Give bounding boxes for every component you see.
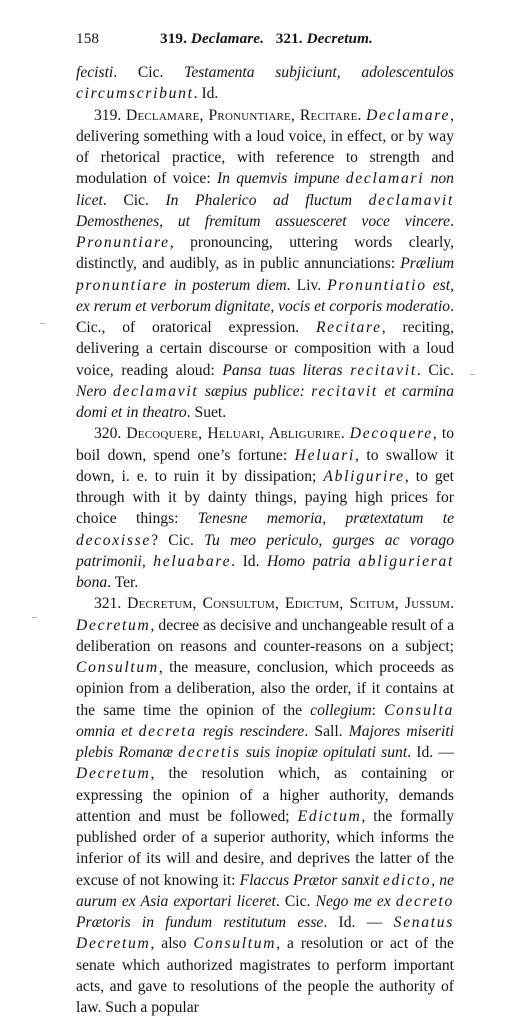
entry-319-declamare	[76, 105, 454, 424]
latin-text: bona	[76, 574, 108, 591]
text-run: , the measure, conclusion, which proceeds as opinion from a deliberation, also the order, if it contains at the same time the opinion of the	[76, 659, 454, 719]
latin-text: et carmina domi et in theatro	[76, 382, 454, 421]
text-run: .	[340, 425, 350, 443]
latin-text: Decretum	[76, 765, 151, 783]
entry-321-decretum	[76, 593, 454, 1018]
latin-text: pronuntiare	[76, 276, 169, 294]
latin-text: Pronuntiatio	[327, 276, 427, 294]
text-run: . Id. —	[407, 744, 454, 761]
margin-mark	[32, 617, 37, 618]
text-run: . Cic., of oratorical expression.	[76, 297, 454, 336]
running-title-word-1: Declamare.	[190, 30, 265, 47]
text-run: . Id.	[193, 85, 219, 103]
text-run: , to swallow it down, i. e. to ruin it by dissipation;	[76, 446, 454, 485]
text-run: . Cic.	[275, 892, 316, 910]
text-run: . Ter.	[107, 574, 139, 591]
page-body	[76, 62, 454, 1018]
latin-text: decreto	[395, 892, 455, 910]
latin-text: circumscribunt	[76, 85, 194, 103]
latin-text: Consulta	[384, 701, 454, 719]
latin-text: Edictum	[297, 807, 362, 825]
latin-text: recitavit	[311, 382, 378, 400]
section-heading: Decoquere, Heluari, Abligurire	[126, 425, 341, 443]
latin-text: Prælium	[400, 255, 454, 273]
latin-text: In quemvis impune	[216, 170, 346, 188]
latin-text: Tu meo periculo, gurges ac vorago patrimonii,	[76, 531, 454, 570]
running-title-num-1: 319.	[160, 30, 187, 47]
latin-text: Prætoris in fundum restitutum esse	[76, 914, 324, 931]
latin-text: est, ex rerum et verborum dignitate, vocis et corporis moderatio	[76, 276, 454, 315]
latin-text: decreta	[138, 722, 197, 740]
text-run: , a resolution or act of the senate which authorized magistrates to perform important acts, and gave to resolutions of the people the authority of law. Such a popular	[76, 935, 454, 1016]
latin-text: Pronuntiare	[76, 234, 170, 251]
text-run: . Cic.	[102, 191, 166, 209]
latin-text: regis rescindere	[196, 722, 305, 740]
latin-text: collegium	[310, 701, 372, 719]
text-run: . Suet.	[186, 404, 227, 421]
paragraph-intro	[76, 62, 454, 105]
latin-text: Majores miseriti plebis Romanæ	[76, 722, 454, 761]
text-run: , also	[150, 935, 194, 953]
text-run: 320.	[94, 425, 127, 443]
section-heading: Declamare, Pronuntiare, Recitare	[126, 106, 358, 124]
text-run: , to boil down, spend one’s fortune:	[76, 425, 455, 464]
latin-text: Flaccus Prætor sanxit	[239, 871, 383, 889]
latin-text: fecisti	[76, 64, 114, 81]
running-title-num-2: 321.	[275, 30, 303, 47]
running-title	[160, 30, 373, 48]
text-run: . Liv.	[286, 276, 328, 294]
latin-text: in posterum diem	[168, 276, 287, 294]
latin-text: Decretum	[76, 616, 151, 634]
latin-text: edicto	[382, 871, 432, 889]
text-run: , delivering something with a loud voice, in effect, or by way of rhetorical practice, with reference to strength and modulation of voice:	[76, 106, 455, 188]
latin-text: declamavit	[113, 382, 199, 400]
text-run: , the resolution which, as containing or expressing the opinion of a higher authority, demands attention and must be followed;	[76, 765, 454, 825]
latin-text: Homo patria	[266, 552, 359, 570]
latin-text: Abligurire	[323, 467, 405, 485]
latin-text: Pansa tuas literas	[222, 361, 351, 379]
latin-text: Tenesne memoria, prætextatum te	[197, 510, 454, 528]
latin-text: , ne aurum ex Asia exportari liceret	[76, 871, 454, 910]
text-run: ? Cic.	[151, 531, 205, 549]
latin-text: Senatus Decretum	[76, 914, 455, 953]
latin-text: Consultum	[193, 935, 277, 953]
text-run: :	[371, 701, 385, 719]
entry-320-decoquere	[76, 423, 454, 593]
latin-text: Consultum	[76, 659, 159, 676]
latin-text: abligurierat	[358, 552, 454, 570]
text-run: 319.	[94, 106, 126, 124]
latin-text: Demosthenes, ut fremitum assuesceret voce vincere	[76, 212, 451, 230]
text-run: .	[450, 212, 454, 230]
text-run: .	[450, 595, 455, 613]
latin-text: declamari	[345, 170, 425, 188]
text-run: , pronouncing, uttering words clearly, distinctly, and audibly, as in public annunciations:	[76, 234, 454, 273]
text-run: , decree as decisive and unchangeable result of a deliberation on reasons and counter-reasons on a subject;	[76, 616, 454, 655]
latin-text: non licet	[76, 170, 454, 209]
latin-text: suis inopiæ opitulati sunt	[240, 744, 408, 761]
text-run: . Id.	[231, 552, 267, 570]
text-run: . Cic.	[416, 361, 454, 379]
latin-text: decretis	[178, 744, 241, 761]
text-run: , the formally published order of a superior authority, which informs the inferior of its will and desire, and deprives the latter of the excuse of not knowing it:	[76, 807, 454, 889]
latin-text: Heluari	[294, 446, 356, 464]
latin-text: Decoquere	[349, 425, 433, 443]
latin-text: recitavit	[350, 361, 417, 379]
text-run: .	[357, 106, 367, 124]
latin-text: declamavit	[368, 191, 454, 209]
latin-text: Declamare	[366, 106, 451, 124]
margin-mark	[470, 374, 475, 375]
text-run: , to get through with it by dainty things, paying high prices for choice things:	[76, 467, 454, 528]
latin-text: sæpius publice:	[198, 382, 312, 400]
text-run: . Sall.	[304, 722, 349, 740]
text-run: . Cic.	[113, 64, 185, 81]
running-title-word-2: Decretum.	[306, 30, 373, 47]
latin-text: heluabare	[153, 552, 232, 570]
text-run: 321.	[94, 595, 128, 613]
latin-text: Nego me ex	[315, 892, 396, 910]
page-number: 158	[76, 30, 100, 47]
latin-text: Recitare	[315, 319, 382, 336]
section-heading: Decretum, Consultum, Edictum, Scitum, Jussum	[127, 595, 451, 613]
margin-mark	[40, 323, 45, 324]
latin-text: Nero	[76, 382, 114, 400]
text-run: . Id. —	[323, 914, 394, 931]
text-run: , reciting, delivering a certain discourse or composition with a loud voice, reading aloud:	[76, 319, 454, 379]
latin-text: Testamenta subjiciunt, adolescentulos	[184, 64, 454, 81]
latin-text: decoxisse	[76, 531, 152, 549]
latin-text: In Phalerico ad fluctum	[165, 191, 369, 209]
latin-text: omnia et	[76, 722, 139, 740]
